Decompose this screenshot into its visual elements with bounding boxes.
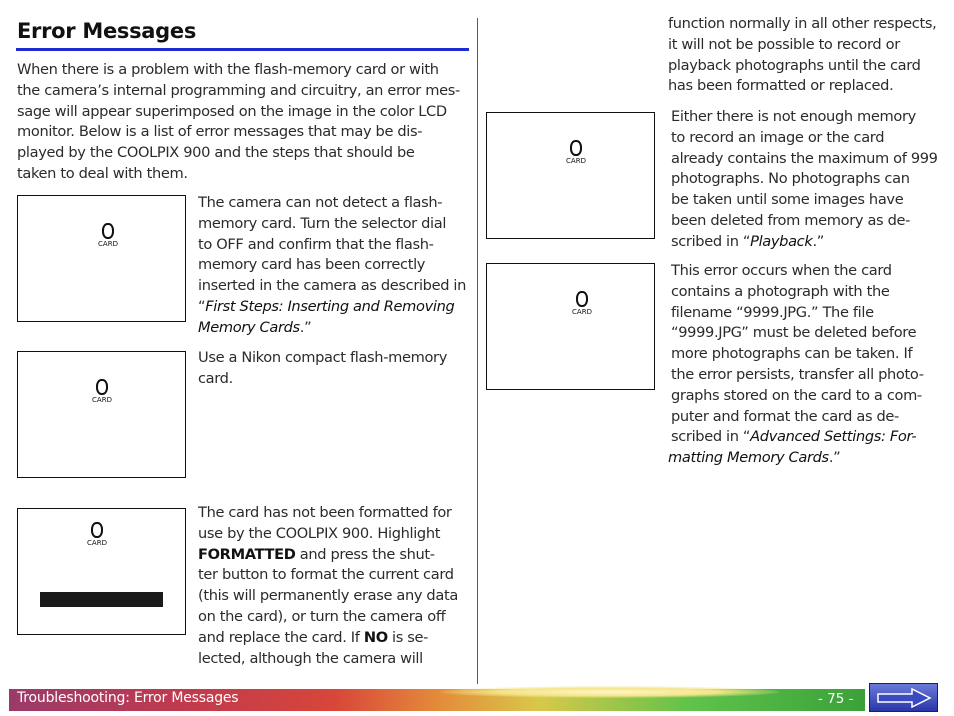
text-line: been deleted from memory as de- [671, 211, 911, 229]
text-line: playback photographs until the card [668, 56, 921, 74]
text-line: the error persists, transfer all photo- [671, 365, 924, 383]
intro-line: the camera’s internal programming and circuitry, an error mes- [17, 81, 460, 99]
cross-reference: Memory Cards [198, 318, 300, 336]
next-page-button[interactable] [869, 683, 938, 712]
wrong-card-description [198, 348, 447, 390]
no-card-description [198, 193, 466, 339]
text-line: Use a Nikon compact flash-memory [198, 349, 447, 366]
intro-line: played by the COOLPIX 900 and the steps that should be [17, 144, 415, 162]
text-fragment: scribed in “ [671, 428, 751, 446]
card-icon-label: CARD [572, 308, 592, 316]
cross-reference: Playback [750, 232, 813, 250]
card-icon [571, 291, 593, 316]
cross-reference: matting Memory Cards [668, 449, 829, 467]
text-line: more photographs can be taken. If [671, 345, 913, 363]
text-line: The card has not been formatted for [198, 504, 452, 521]
text-fragment: and replace the card. If [198, 628, 364, 646]
lcd-memory-full [486, 112, 655, 239]
cross-reference: First Steps: Inserting and Removing [205, 297, 455, 315]
card-icon-label: CARD [98, 240, 118, 248]
intro-paragraph [17, 60, 460, 185]
cross-reference: Advanced Settings: For- [750, 428, 917, 446]
not-formatted-description [198, 503, 458, 669]
lcd-no-card [17, 195, 186, 322]
text-line: on the card), or turn the camera off [198, 607, 446, 625]
text-line: photographs. No photographs can [671, 170, 910, 188]
no-option: NO [363, 628, 388, 646]
title-underline [16, 48, 469, 51]
card-icon-label: CARD [87, 539, 107, 547]
text-fragment: and press the shut- [295, 545, 435, 563]
text-line: inserted in the camera as described in [198, 277, 467, 295]
text-line: puter and format the card as de- [671, 407, 899, 425]
quote-mark: .” [812, 232, 824, 250]
column-divider [477, 18, 478, 684]
text-line: has been formatted or replaced. [668, 77, 894, 95]
text-line: lected, although the camera will [198, 649, 423, 667]
lcd-wrong-card [17, 351, 186, 478]
text-line: filename “9999.JPG.” The file [671, 303, 874, 321]
text-fragment: scribed in “ [671, 232, 751, 250]
text-line: ter button to format the current card [198, 566, 454, 584]
quote-mark: “ [198, 297, 206, 315]
card-icon-label: CARD [92, 396, 112, 404]
memory-full-description [671, 107, 938, 253]
intro-line: taken to deal with them. [17, 164, 188, 182]
lcd-filename-9999 [486, 263, 655, 390]
text-line: Either there is not enough memory [671, 108, 916, 125]
text-line: “9999.JPG” must be deleted before [671, 324, 917, 342]
right-arrow-icon [876, 688, 932, 708]
text-line: memory card has been correctly [198, 256, 426, 274]
not-formatted-continuation [668, 14, 936, 97]
card-icon [86, 522, 108, 547]
text-line: it will not be possible to record or [668, 35, 900, 53]
quote-mark: .” [828, 449, 841, 467]
intro-line: sage will appear superimposed on the image in the color LCD [17, 102, 447, 120]
text-line: use by the COOLPIX 900. Highlight [198, 524, 441, 542]
text-line: The camera can not detect a flash- [198, 194, 443, 211]
lcd-not-formatted [17, 508, 186, 635]
footer-section-label: Troubleshooting: Error Messages [17, 690, 239, 706]
text-fragment: is se- [387, 628, 429, 646]
formatted-option: FORMATTED [198, 545, 296, 563]
filename-9999-description [668, 261, 924, 469]
card-icon [91, 379, 113, 404]
format-menu-highlight [40, 592, 163, 607]
text-line: memory card. Turn the selector dial [198, 214, 447, 232]
card-icon-label: CARD [566, 157, 586, 165]
text-line: (this will permanently erase any data [198, 587, 458, 605]
quote-mark: .” [299, 318, 312, 336]
page-title: Error Messages [17, 19, 197, 43]
intro-line: When there is a problem with the flash-memory card or with [17, 61, 439, 78]
text-line: function normally in all other respects, [668, 15, 937, 32]
text-line: This error occurs when the card [671, 262, 892, 279]
text-line: card. [198, 369, 233, 387]
text-line: already contains the maximum of 999 [671, 149, 938, 167]
text-line: to OFF and confirm that the flash- [198, 235, 434, 253]
text-line: be taken until some images have [671, 191, 904, 209]
text-line: graphs stored on the card to a com- [671, 386, 922, 404]
intro-line: monitor. Below is a list of error messages that may be dis- [17, 123, 423, 141]
page-number: - 75 - [818, 691, 854, 707]
card-icon [97, 223, 119, 248]
text-line: to record an image or the card [671, 128, 885, 146]
card-icon [565, 140, 587, 165]
footer-swoosh [440, 686, 780, 698]
text-line: contains a photograph with the [671, 282, 890, 300]
